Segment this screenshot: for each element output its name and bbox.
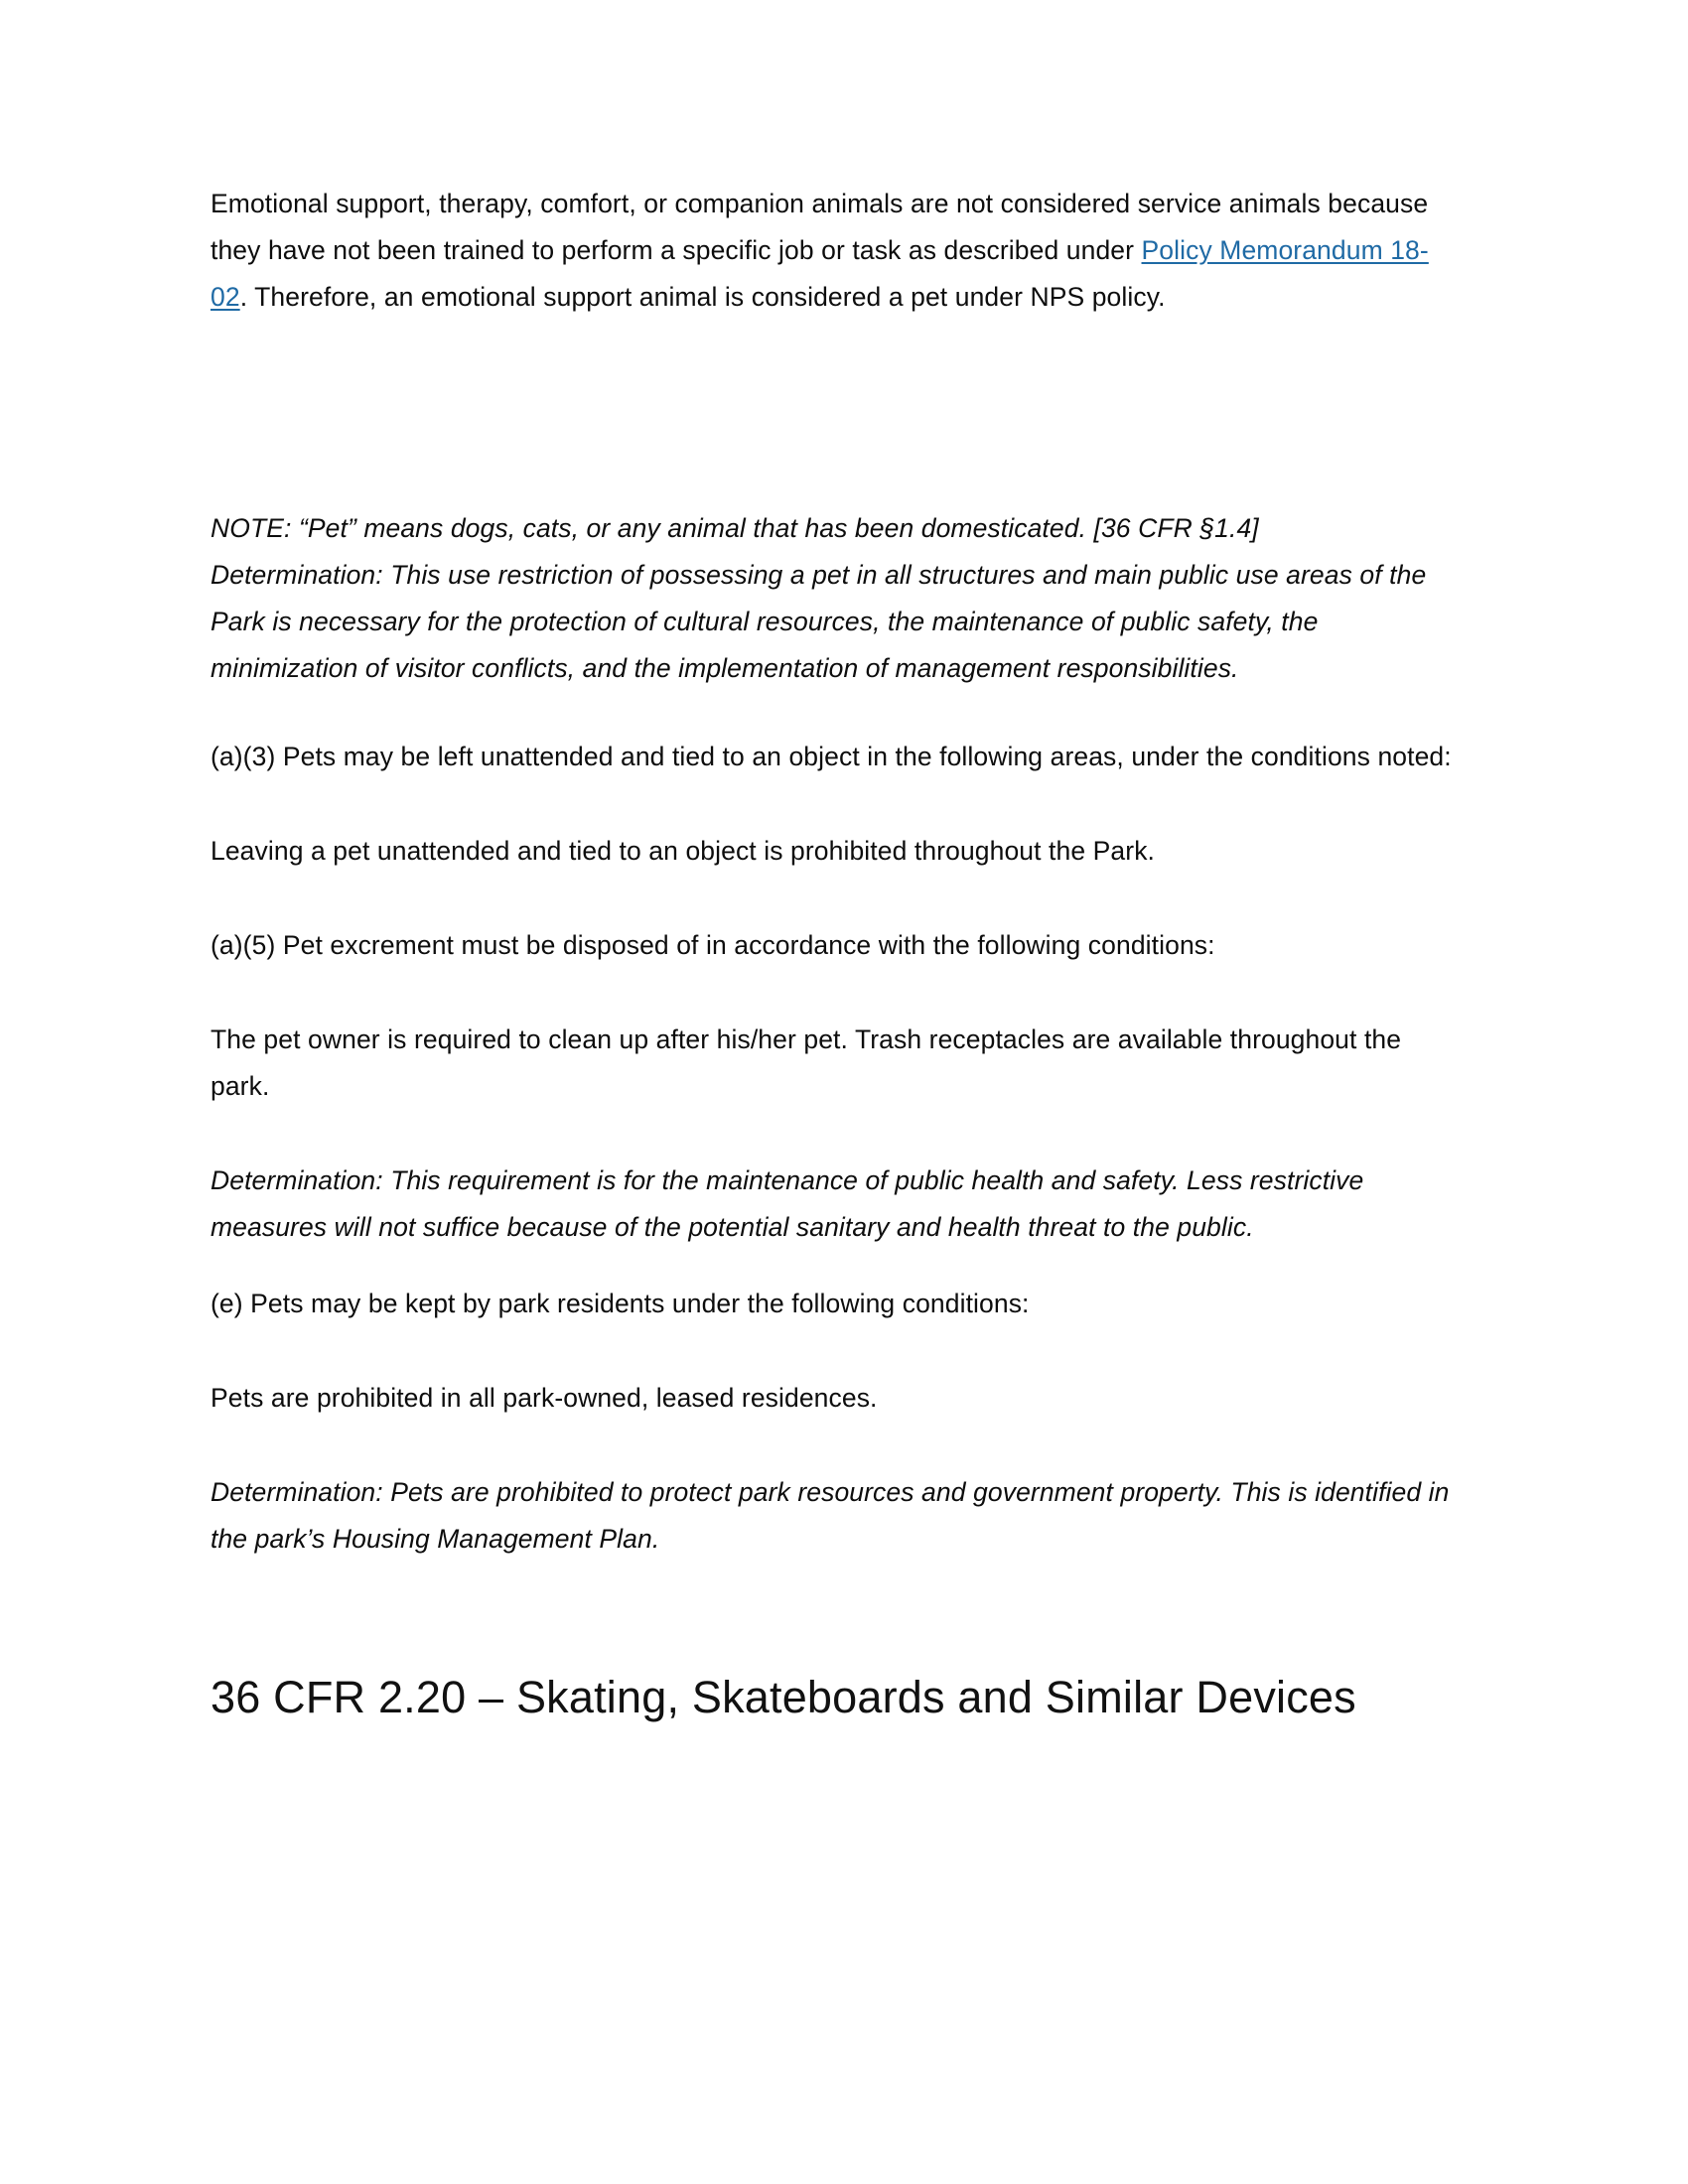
clause-a5-response-paragraph: The pet owner is required to clean up after his/her pet. Trash receptacles are available throughout the park.: [211, 1024, 1402, 1101]
clause-a3-paragraph: (a)(3) Pets may be left unattended and tied to an object in the following areas, under the conditions noted:: [211, 742, 1452, 771]
clause-e-response-paragraph: Pets are prohibited in all park-owned, leased residences.: [211, 1383, 878, 1413]
spacer-a3: [211, 798, 1454, 828]
spacer-e-response: [211, 1439, 1454, 1469]
spacer-after-determination-2: [211, 1251, 1454, 1281]
intro-text-before-link: Emotional support, therapy, comfort, or companion animals are not considered service animals because they have not been trained to perform a specific job or task as described under: [211, 189, 1429, 265]
determination-paragraph-2: Determination: This requirement is for the maintenance of public health and safety. Less restrictive measures will not suffice because of the potential sanitary and health threat to the public.: [211, 1165, 1364, 1242]
next-section-heading: 36 CFR 2.20 – Skating, Skateboards and Similar Devices: [211, 1672, 1356, 1722]
spacer-e: [211, 1345, 1454, 1375]
determination-paragraph-1: Determination: This use restriction of possessing a pet in all structures and main public use areas of the Park is necessary for the protection of cultural resources, the maintenance of public safety, the minimization of visitor conflicts, and the implementation of management responsibilities.: [211, 560, 1427, 683]
spacer-a5-response: [211, 1128, 1454, 1158]
determination-paragraph-3: Determination: Pets are prohibited to protect park resources and government property. This is identified in the park’s Housing Management Plan.: [211, 1477, 1450, 1554]
clause-a3-response-paragraph: Leaving a pet unattended and tied to an object is prohibited throughout the Park.: [211, 836, 1156, 866]
section-spacer-large: [211, 339, 1454, 505]
intro-paragraph: [211, 181, 1454, 321]
spacer-a5: [211, 987, 1454, 1017]
next-section-heading-wrapper: [211, 1668, 1454, 1727]
spacer-a3-response: [211, 892, 1454, 922]
document-body: [211, 181, 1454, 1727]
intro-text-after-link: . Therefore, an emotional support animal is considered a pet under NPS policy.: [239, 282, 1166, 312]
clause-a5-paragraph: (a)(5) Pet excrement must be disposed of in accordance with the following conditions:: [211, 930, 1215, 960]
note-paragraph: NOTE: “Pet” means dogs, cats, or any animal that has been domesticated. [36 CFR §1.4]: [211, 513, 1259, 543]
policy-memorandum-link[interactable]: Policy Memorandum 18-02: [211, 235, 1429, 312]
spacer-after-determination-1: [211, 692, 1454, 734]
clause-e-paragraph: (e) Pets may be kept by park residents under the following conditions:: [211, 1289, 1030, 1318]
